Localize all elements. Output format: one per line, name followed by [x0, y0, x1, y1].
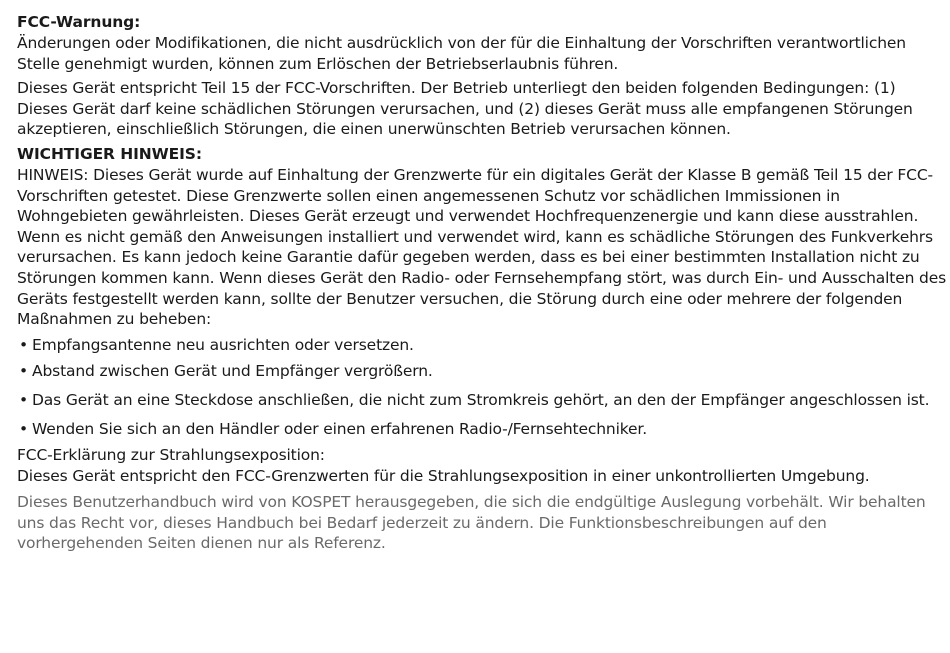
- bullet-icon: •: [19, 390, 28, 409]
- important-notice-paragraph: HINWEIS: Dieses Gerät wurde auf Einhaltung der Grenzwerte für ein digitales Gerät der Klasse B gemäß Teil 15 der FCC-Vorschriften getestet. Diese Grenzwerte sollen einen angemessenen Schutz vor schädlichen Immissionen in Wohngebieten gewährleisten. Dieses Gerät erzeugt und verwendet Hochfrequenzenergie und kann diese ausstrahlen. Wenn es nicht gemäß den Anweisungen installiert und verwendet wird, kann es schädliche Störungen des Funkverkehrs verursachen. Es kann jedoch keine Garantie dafür gegeben werden, dass es bei einer bestimmten Installation nicht zu Störungen kommen kann. Wenn dieses Gerät den Radio- oder Fernsehempfang stört, was durch Ein- und Ausschalten des Geräts festgestellt werden kann, sollte der Benutzer versuchen, die Störung durch eine oder mehrere der folgenden Maßnahmen zu beheben:: [17, 165, 947, 329]
- list-item: [17, 335, 947, 356]
- document-page: [17, 12, 947, 554]
- measures-list: [17, 335, 947, 439]
- list-item-text: Empfangsantenne neu ausrichten oder versetzen.: [32, 335, 414, 354]
- list-item-text: Das Gerät an eine Steckdose anschließen, die nicht zum Stromkreis gehört, an den der Empfänger angeschlossen ist.: [32, 390, 930, 409]
- bullet-icon: •: [19, 419, 28, 438]
- list-item: [17, 361, 947, 382]
- list-item: [17, 390, 947, 411]
- fcc-warning-paragraph-2: Dieses Gerät entspricht Teil 15 der FCC-Vorschriften. Der Betrieb unterliegt den beiden folgenden Bedingungen: (1) Dieses Gerät darf keine schädlichen Störungen verursachen, und (2) dieses Gerät muss alle empfangenen Störungen akzeptieren, einschließlich Störungen, die einen unerwünschten Betrieb verursachen können.: [17, 79, 913, 139]
- radiation-statement-title: FCC-Erklärung zur Strahlungsexposition:: [17, 446, 325, 465]
- list-item: [17, 419, 947, 440]
- bullet-icon: •: [19, 362, 28, 381]
- bullet-icon: •: [19, 335, 28, 354]
- important-notice-heading: WICHTIGER HINWEIS:: [17, 144, 202, 163]
- list-item-text: Abstand zwischen Gerät und Empfänger vergrößern.: [32, 362, 433, 381]
- list-item-text: Wenden Sie sich an den Händler oder einen erfahrenen Radio-/Fernsehtechniker.: [32, 419, 647, 438]
- disclaimer-text: Dieses Benutzerhandbuch wird von KOSPET herausgegeben, die sich die endgültige Auslegung vorbehält. Wir behalten uns das Recht vor, dieses Handbuch bei Bedarf jederzeit zu ändern. Die Funktionsbeschreibungen auf den vorhergehenden Seiten dienen nur als Referenz.: [17, 493, 926, 553]
- fcc-warning-paragraph-1: Änderungen oder Modifikationen, die nicht ausdrücklich von der für die Einhaltung der Vorschriften verantwortlichen Stelle genehmigt wurden, können zum Erlöschen der Betriebserlaubnis führen.: [17, 34, 906, 73]
- fcc-warning-heading: FCC-Warnung:: [17, 13, 141, 31]
- radiation-statement-text: Dieses Gerät entspricht den FCC-Grenzwerten für die Strahlungsexposition in einer unkontrollierten Umgebung.: [17, 466, 870, 485]
